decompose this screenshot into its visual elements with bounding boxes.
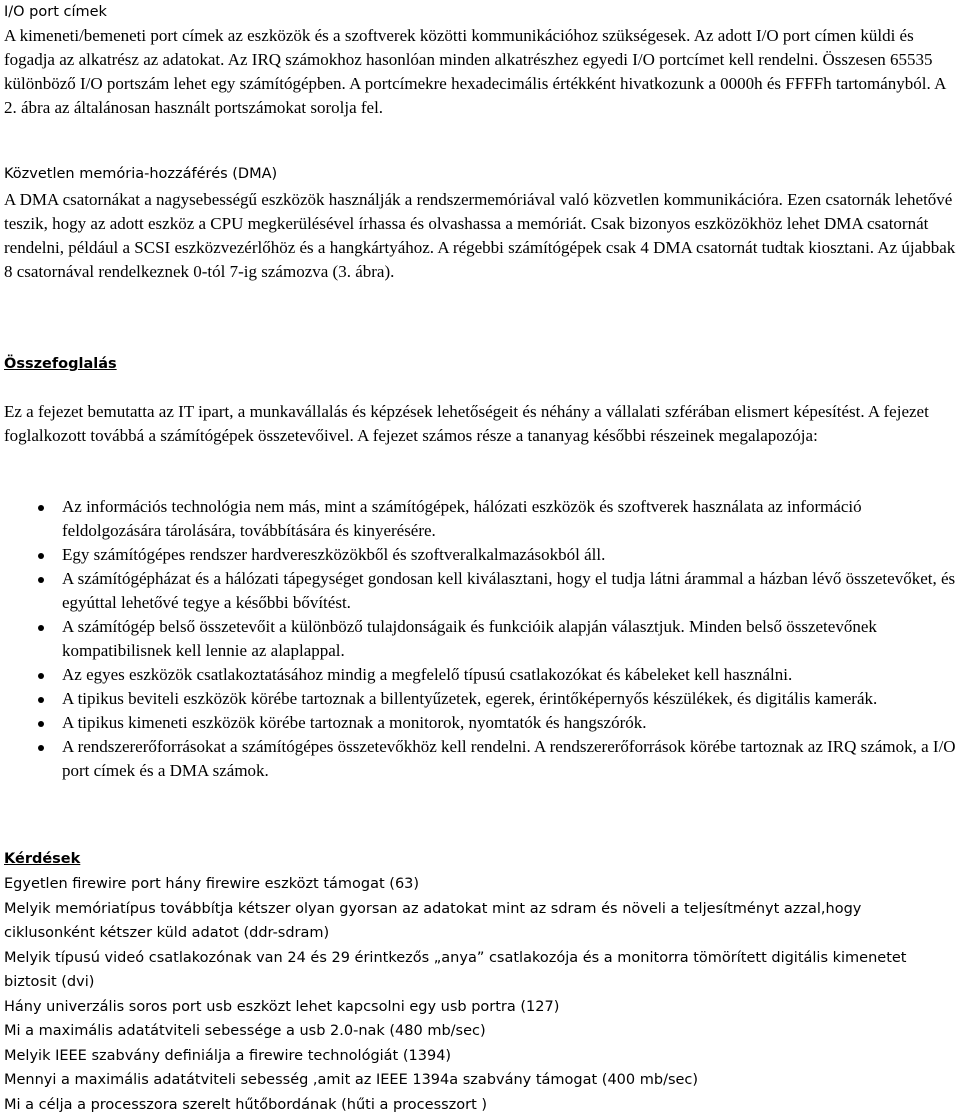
bullet-icon bbox=[38, 673, 44, 679]
summary-bullet-item bbox=[0, 567, 956, 615]
summary-bullet-item bbox=[0, 543, 956, 567]
bullet-icon bbox=[38, 745, 44, 751]
bullet-icon bbox=[38, 721, 44, 727]
summary-bullet-item bbox=[0, 663, 956, 687]
question-item: Melyik memóriatípus továbbítja kétszer olyan gyorsan az adatokat mint az sdram és növeli a teljesítményt azzal,hogy ciklusonként kétszer küld adatot (ddr-sdram) bbox=[4, 900, 862, 941]
question-item: Mennyi a maximális adatátviteli sebesség ,amit az IEEE 1394a szabvány támogat (400 mb/sec) bbox=[4, 1072, 699, 1088]
summary-bullet-text: A számítógépházat és a hálózati tápegységet gondosan kell kiválasztani, hogy el tudja látni árammal a házban lévő összetevőket, és egyúttal lehetővé tegye a későbbi bővítést. bbox=[62, 569, 956, 612]
bullet-icon bbox=[38, 505, 44, 511]
bullet-icon bbox=[38, 553, 44, 559]
summary-bullet-text: Az egyes eszközök csatlakoztatásához mindig a megfelelő típusú csatlakozókat és kábeleket kell használni. bbox=[62, 665, 793, 684]
summary-bullet-list bbox=[0, 495, 956, 783]
summary-bullet-text: A rendszererőforrásokat a számítógépes összetevőkhöz kell rendelni. A rendszererőforrások körébe tartoznak az IRQ számok, a I/O port címek és a DMA számok. bbox=[62, 737, 956, 780]
summary-bullet-item bbox=[0, 615, 956, 663]
dma-paragraph: A DMA csatornákat a nagysebességű eszközök használják a rendszermemóriával való közvetlen kommunikációra. Ezen csatornák lehetővé teszik, hogy az adott eszköz a CPU megkerülésével írhassa és olvashassa a memóriát. Csak bizonyos eszközökhöz lehet DMA csatornát rendelni, például a SCSI eszközvezérlőhöz és a hangkártyához. A régebbi számítógépek csak 4 DMA csatornát tudtak kiosztani. Az újabbak 8 csatornával rendelkeznek 0-tól 7-ig számozva (3. ábra). bbox=[4, 190, 956, 281]
io-port-heading: I/O port címek bbox=[4, 4, 107, 20]
summary-bullet-item bbox=[0, 687, 956, 711]
questions-list bbox=[4, 872, 956, 1117]
question-item: Hány univerzális soros port usb eszközt lehet kapcsolni egy usb portra (127) bbox=[4, 998, 560, 1015]
question-item: Mi a célja a processzora szerelt hűtőbordának (hűti a processzort ) bbox=[4, 1096, 488, 1113]
dma-heading: Közvetlen memória-hozzáférés (DMA) bbox=[4, 166, 278, 182]
summary-bullet-item bbox=[0, 735, 956, 783]
summary-bullet-item bbox=[0, 711, 956, 735]
summary-bullet-text: Egy számítógépes rendszer hardvereszközökből és szoftveralkalmazásokból áll. bbox=[62, 545, 606, 564]
question-item: Mi a maximális adatátviteli sebessége a usb 2.0-nak (480 mb/sec) bbox=[4, 1023, 486, 1039]
summary-bullet-item bbox=[0, 495, 956, 543]
io-port-paragraph: A kimeneti/bemeneti port címek az eszközök és a szoftverek közötti kommunikációhoz szükségesek. Az adott I/O port címen küldi és fogadja az alkatrész az adatokat. Az IRQ számokhoz hasonlóan minden alkatrészhez egyedi I/O portcímet kell rendelni. Összesen 65535 különböző I/O portszám lehet egy számítógépben. A portcímekre hexadecimális értékként hivatkozunk a 0000h és FFFFh tartományból. A 2. ábra az általánosan használt portszámokat sorolja fel. bbox=[4, 26, 946, 117]
bullet-icon bbox=[38, 625, 44, 631]
summary-heading: Összefoglalás bbox=[4, 356, 117, 372]
question-item: Melyik IEEE szabvány definiálja a firewire technológiát (1394) bbox=[4, 1047, 452, 1064]
summary-bullet-text: A tipikus beviteli eszközök körébe tartoznak a billentyűzetek, egerek, érintőképernyős készülékek, és digitális kamerák. bbox=[62, 689, 878, 708]
questions-heading: Kérdések bbox=[4, 851, 81, 867]
summary-bullet-text: A számítógép belső összetevőit a különböző tulajdonságaik és funkcióik alapján választjuk. Minden belső összetevőnek kompatibilisnek kell lennie az alaplappal. bbox=[62, 617, 877, 660]
summary-paragraph: Ez a fejezet bemutatta az IT ipart, a munkavállalás és képzések lehetőségeit és néhány a vállalati szférában elismert képesítést. A fejezet foglalkozott továbbá a számítógépek összetevőivel. A fejezet számos része a tananyag későbbi részeinek megalapozója: bbox=[4, 402, 929, 445]
summary-bullet-text: Az információs technológia nem más, mint a számítógépek, hálózati eszközök és szoftverek használata az információ feldolgozására tárolására, továbbítására és kinyerésére. bbox=[62, 497, 862, 540]
bullet-icon bbox=[38, 577, 44, 583]
question-item: Egyetlen firewire port hány firewire eszközt támogat (63) bbox=[4, 876, 420, 892]
summary-bullet-text: A tipikus kimeneti eszközök körébe tartoznak a monitorok, nyomtatók és hangszórók. bbox=[62, 713, 647, 732]
bullet-icon bbox=[38, 697, 44, 703]
question-item: Melyik típusú videó csatlakozónak van 24 és 29 érintkezős „anya” csatlakozója és a monitorra tömörített digitális kimenetet biztosit (dvi) bbox=[4, 949, 907, 990]
